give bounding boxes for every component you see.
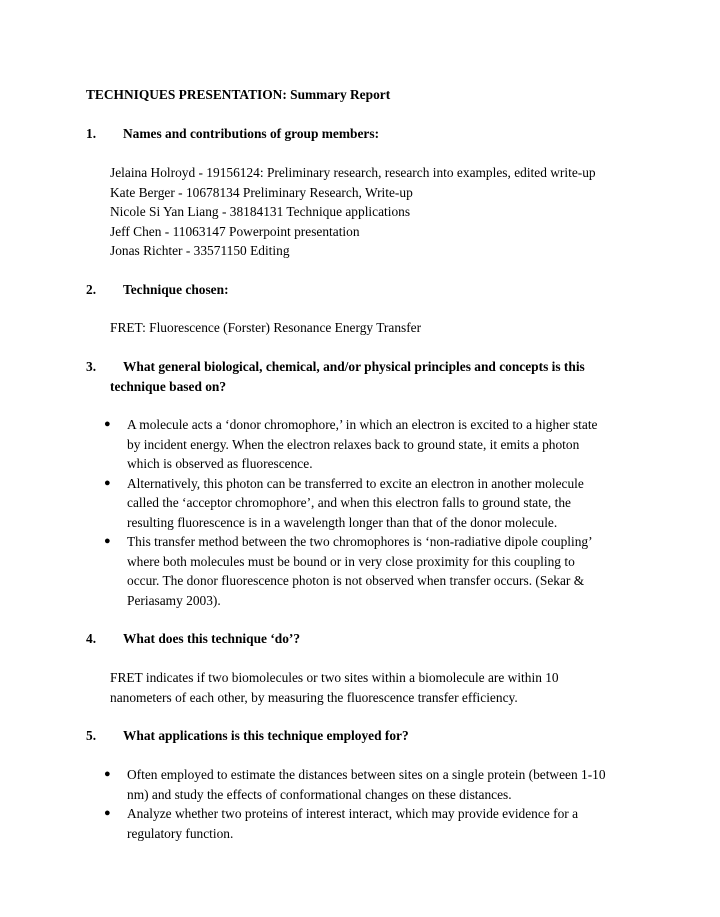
section-4-heading	[86, 629, 300, 649]
bullet-text-line: regulatory function.	[127, 825, 234, 841]
bullet-icon: ●	[104, 418, 111, 430]
list-item	[104, 532, 644, 610]
principles-bullet-list	[104, 415, 644, 610]
bullet-text-line: resulting fluorescence is in a wavelength longer than that of the donor molecule.	[127, 514, 558, 530]
bullet-text-line: called the ‘acceptor chromophore’, and when this electron falls to ground state, the	[127, 495, 571, 510]
section-number: 4.	[86, 631, 97, 646]
bullet-icon: ●	[104, 535, 111, 547]
document-title: TECHNIQUES PRESENTATION: Summary Report	[86, 87, 391, 102]
section-title-line-2: technique based on?	[110, 378, 227, 394]
section-title-line-1: What general biological, chemical, and/or physical principles and concepts is this	[123, 359, 585, 374]
section-title: What does this technique ‘do’?	[123, 631, 301, 646]
technique-line: FRET: Fluorescence (Forster) Resonance Energy Transfer	[110, 320, 422, 335]
section-title: Technique chosen:	[123, 282, 229, 297]
section-number: 3.	[86, 359, 97, 374]
section-3-heading	[86, 357, 626, 396]
section-1-heading	[86, 124, 379, 144]
section-number: 1.	[86, 126, 97, 141]
bullet-text-line: Often employed to estimate the distances between sites on a single protein (between 1-10	[127, 767, 606, 782]
bullet-text-line: Alternatively, this photon can be transferred to excite an electron in another molecule	[127, 475, 584, 491]
section-title: What applications is this technique employed for?	[123, 728, 409, 743]
bullet-icon: ●	[104, 768, 111, 780]
list-item	[104, 765, 644, 804]
member-line: Jeff Chen - 11063147 Powerpoint presentation	[110, 223, 360, 239]
bullet-text-line: Analyze whether two proteins of interest interact, which may provide evidence for a	[127, 806, 579, 821]
member-line: Kate Berger - 10678134 Preliminary Research, Write-up	[110, 184, 413, 200]
members-list	[110, 163, 650, 261]
section-number: 2.	[86, 282, 97, 297]
bullet-text-line: nm) and study the effects of conformational changes on these distances.	[127, 786, 512, 802]
bullet-text-line: A molecule acts a ‘donor chromophore,’ in which an electron is excited to a higher state	[127, 417, 598, 432]
description-line: nanometers of each other, by measuring the fluorescence transfer efficiency.	[110, 689, 518, 705]
list-item	[104, 474, 644, 533]
technique-description	[110, 668, 650, 707]
member-line: Nicole Si Yan Liang - 38184131 Technique applications	[110, 204, 411, 219]
bullet-text-line: occur. The donor fluorescence photon is not observed when transfer occurs. (Sekar &	[127, 573, 585, 588]
bullet-text-line: by incident energy. When the electron relaxes back to ground state, it emits a photon	[127, 436, 580, 452]
bullet-icon: ●	[104, 807, 111, 819]
bullet-text-line: Periasamy 2003).	[127, 592, 221, 608]
member-line: Jelaina Holroyd - 19156124: Preliminary research, research into examples, edited write-up	[110, 165, 596, 180]
bullet-text-line: which is observed as fluorescence.	[127, 456, 313, 471]
section-title: Names and contributions of group members:	[123, 126, 380, 141]
list-item	[104, 415, 644, 474]
bullet-text-line: This transfer method between the two chromophores is ‘non-radiative dipole coupling’	[127, 534, 593, 549]
technique-chosen-text	[110, 318, 650, 338]
description-line: FRET indicates if two biomolecules or two sites within a biomolecule are within 10	[110, 670, 559, 685]
section-5-heading	[86, 726, 409, 746]
section-number: 5.	[86, 728, 97, 743]
section-2-heading	[86, 280, 229, 300]
bullet-icon: ●	[104, 476, 111, 489]
bullet-text-line: where both molecules must be bound or in very close proximity for this coupling to	[127, 553, 575, 569]
member-line: Jonas Richter - 33571150 Editing	[110, 243, 290, 258]
applications-bullet-list	[104, 765, 644, 843]
list-item	[104, 804, 644, 843]
